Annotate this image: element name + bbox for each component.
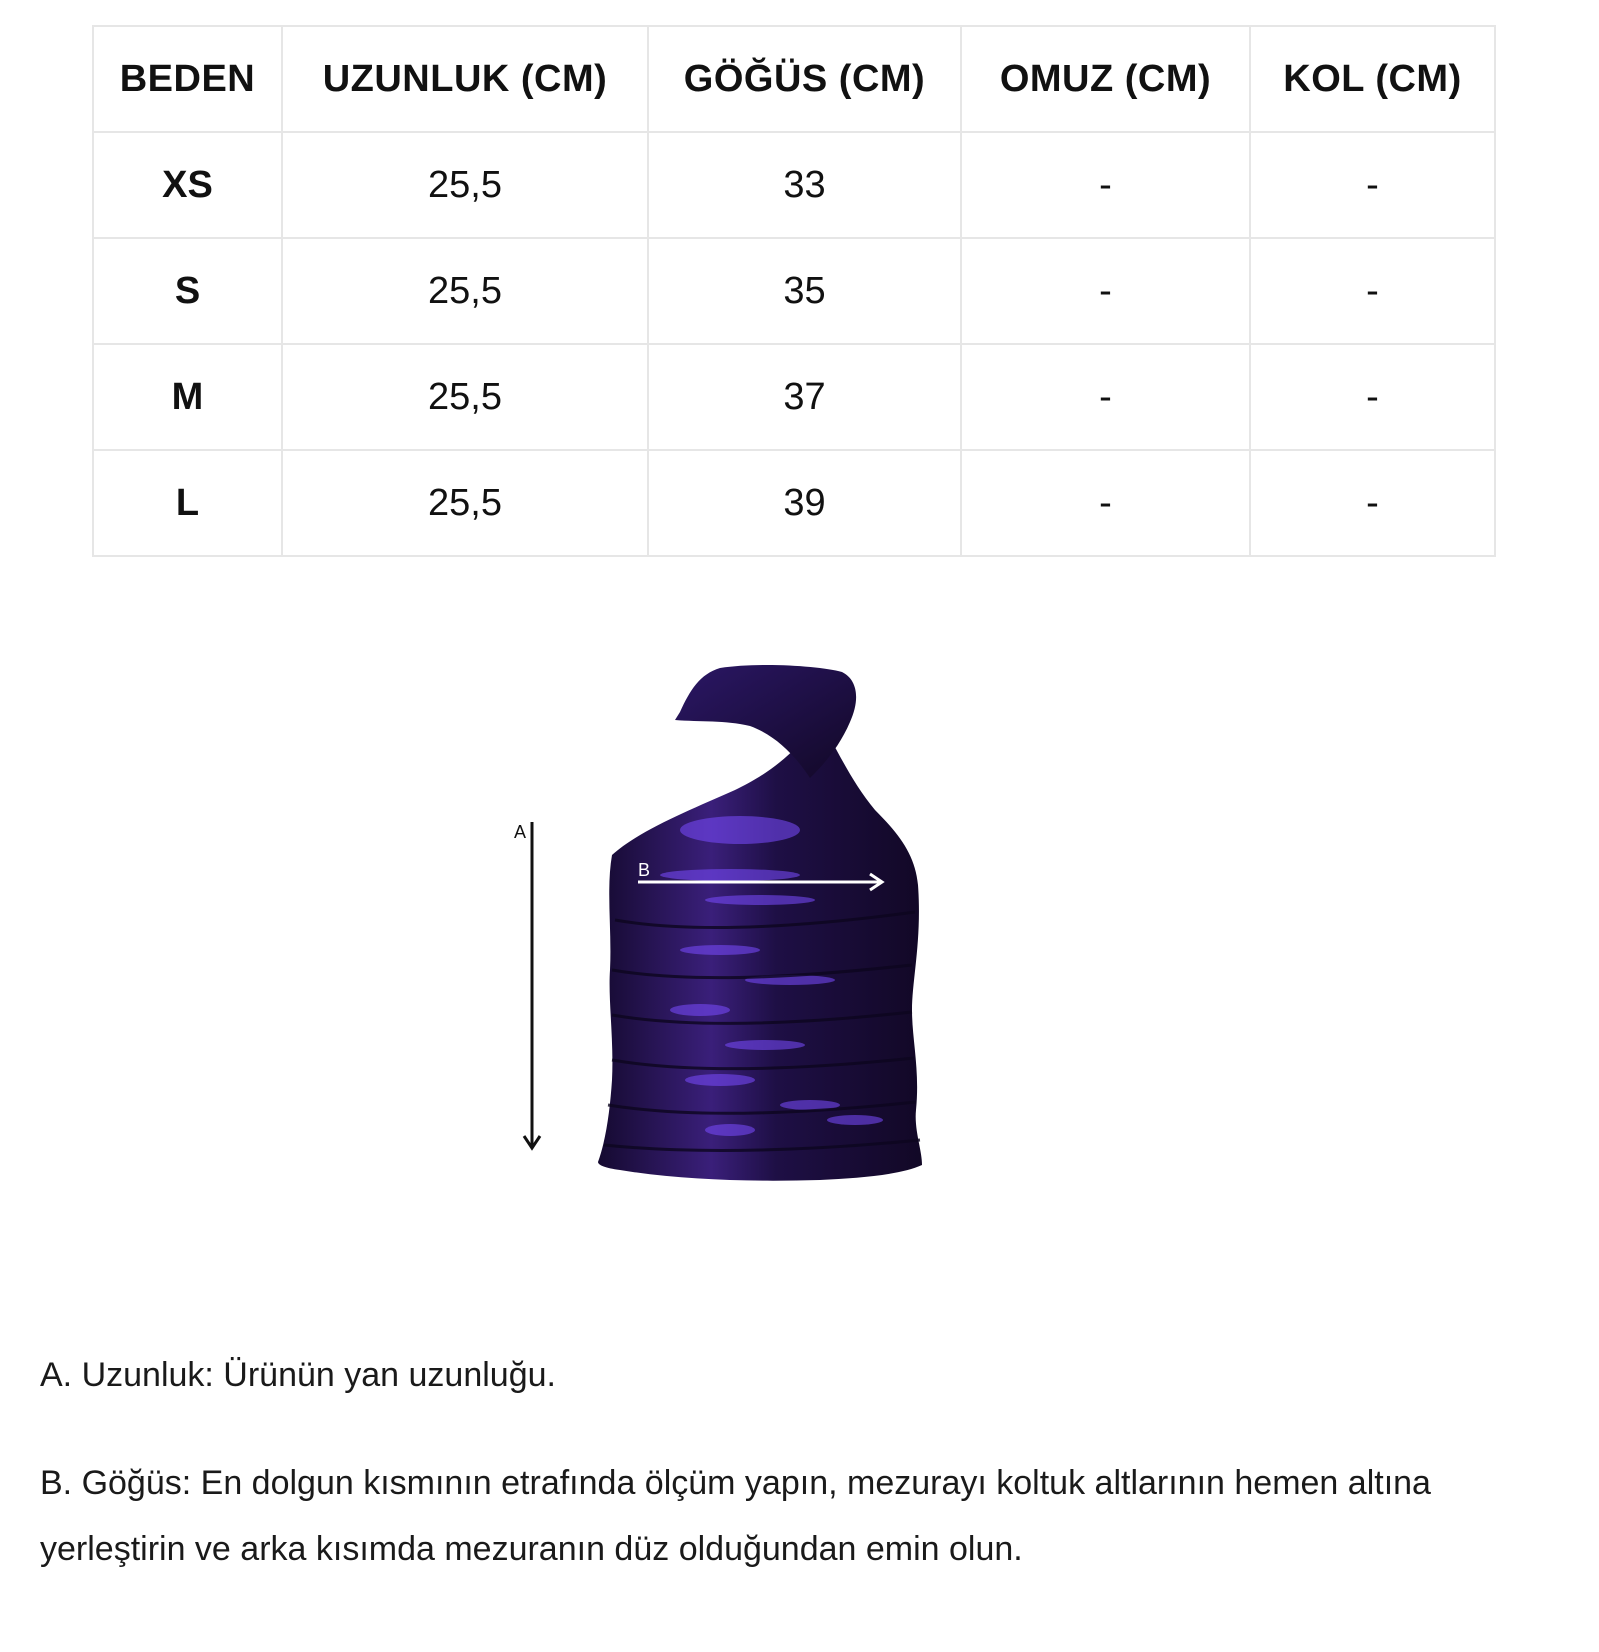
- label-b: B: [638, 860, 651, 880]
- sleeve-cell: -: [1250, 132, 1495, 238]
- length-cell: 25,5: [282, 344, 648, 450]
- note-length: A. Uzunluk: Ürünün yan uzunluğu.: [40, 1356, 556, 1394]
- length-cell: 25,5: [282, 132, 648, 238]
- chest-cell: 35: [648, 238, 961, 344]
- length-cell: 25,5: [282, 450, 648, 556]
- shoulder-cell: -: [961, 450, 1250, 556]
- table-row: [93, 450, 1495, 556]
- header-gogus: GÖĞÜS (CM): [648, 26, 961, 132]
- size-cell: M: [93, 344, 282, 450]
- table-row: [93, 238, 1495, 344]
- size-chart-table: [92, 25, 1496, 557]
- chest-cell: 39: [648, 450, 961, 556]
- sleeve-cell: -: [1250, 238, 1495, 344]
- length-arrow: [524, 822, 540, 1148]
- chest-cell: 37: [648, 344, 961, 450]
- header-uzunluk: UZUNLUK (CM): [282, 26, 648, 132]
- sleeve-cell: -: [1250, 344, 1495, 450]
- header-kol: KOL (CM): [1250, 26, 1495, 132]
- size-cell: XS: [93, 132, 282, 238]
- size-cell: L: [93, 450, 282, 556]
- label-a: A: [514, 822, 527, 842]
- shoulder-cell: -: [961, 132, 1250, 238]
- header-omuz: OMUZ (CM): [961, 26, 1250, 132]
- sleeve-cell: -: [1250, 450, 1495, 556]
- table-row: [93, 344, 1495, 450]
- size-cell: S: [93, 238, 282, 344]
- shoulder-cell: -: [961, 344, 1250, 450]
- table-header-row: [93, 26, 1495, 132]
- garment-measurement-figure: [514, 650, 980, 1230]
- shoulder-cell: -: [961, 238, 1250, 344]
- header-beden: BEDEN: [93, 26, 282, 132]
- length-cell: 25,5: [282, 238, 648, 344]
- table-row: [93, 132, 1495, 238]
- note-chest: B. Göğüs: En dolgun kısmının etrafında ölçüm yapın, mezurayı koltuk altlarının hemen altına yerleştirin ve arka kısımda mezuranın düz olduğundan emin olun.: [40, 1464, 1431, 1568]
- chest-cell: 33: [648, 132, 961, 238]
